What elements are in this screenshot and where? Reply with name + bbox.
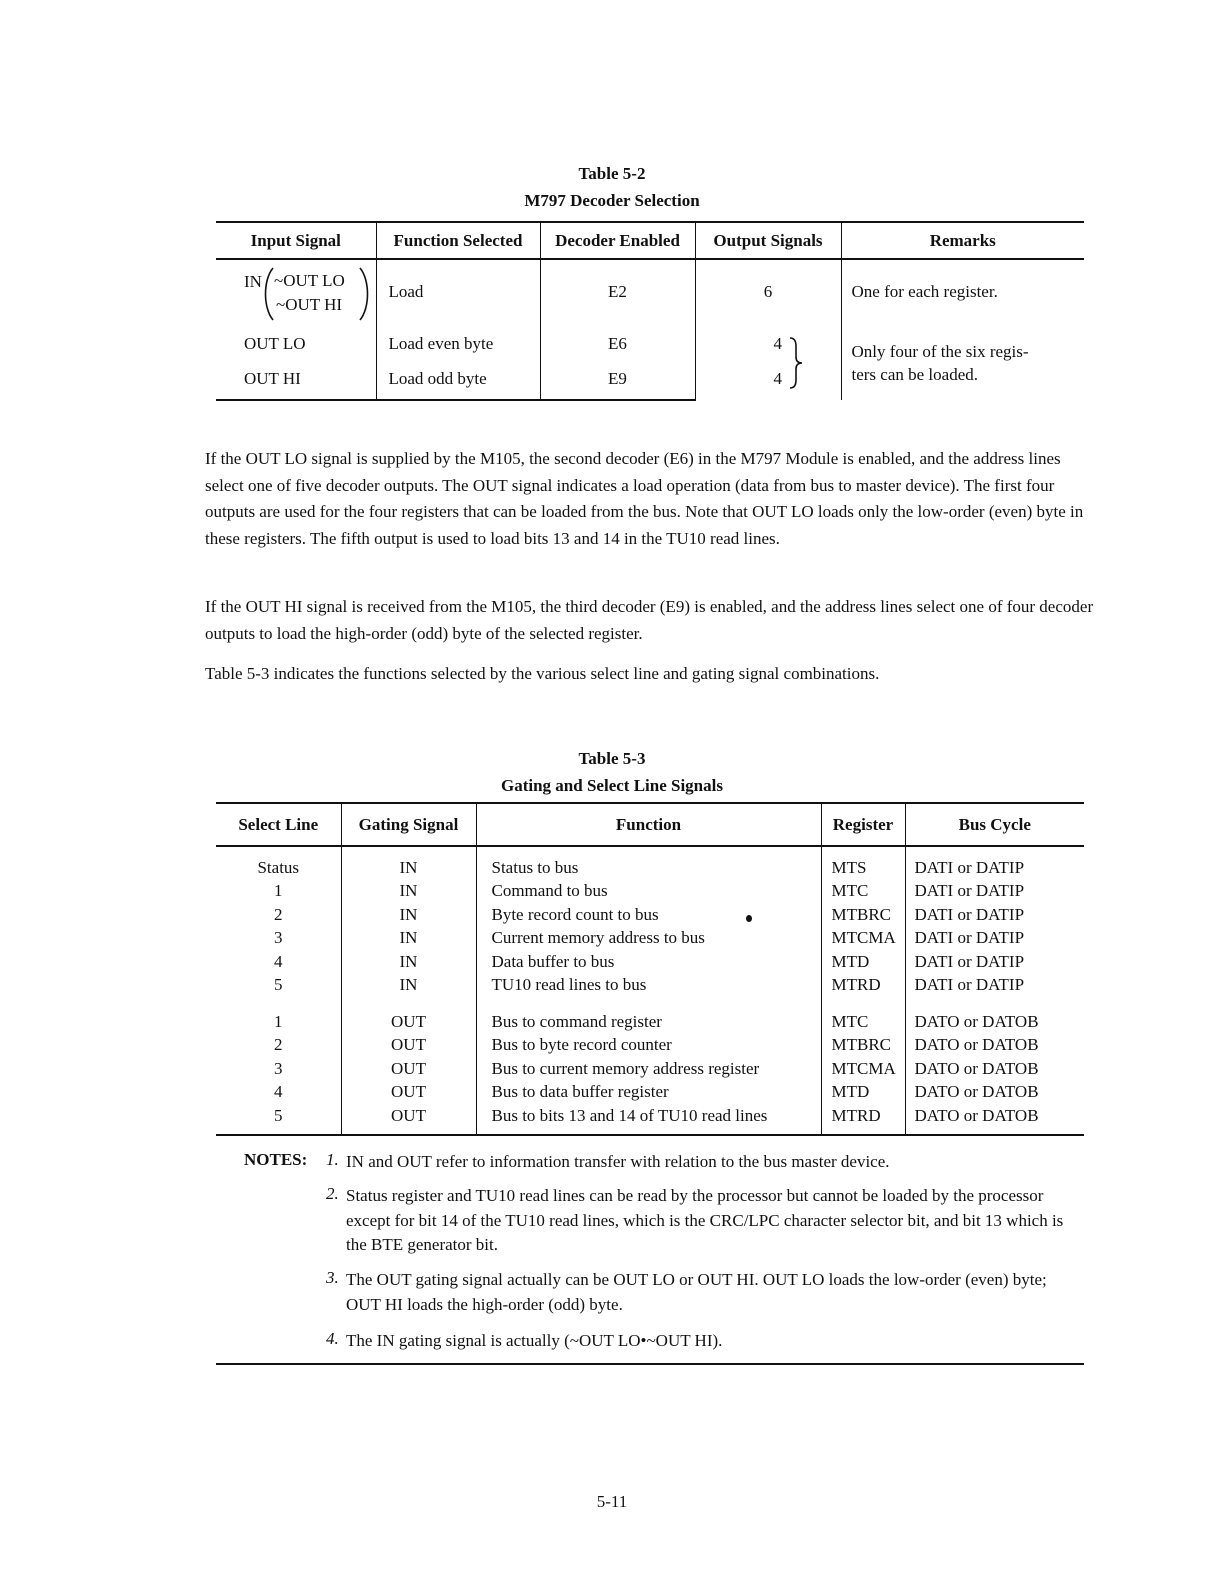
function-selected: Load bbox=[388, 282, 424, 301]
register: MTC bbox=[831, 881, 869, 900]
register: MTCMA bbox=[831, 928, 896, 947]
register: MTBRC bbox=[831, 1035, 892, 1054]
table-row bbox=[216, 973, 1084, 997]
table-cell bbox=[821, 997, 905, 1034]
right-paren-icon bbox=[359, 266, 371, 322]
select-line: 4 bbox=[274, 1082, 283, 1101]
column-header: Gating Signal bbox=[341, 803, 476, 846]
gating-signal: IN bbox=[399, 951, 418, 971]
table-cell bbox=[476, 1057, 821, 1081]
table-cell bbox=[841, 259, 1084, 326]
table-cell bbox=[905, 1104, 1084, 1135]
table-row bbox=[216, 846, 1084, 879]
table-5-2-title: Table 5-2 bbox=[578, 164, 646, 183]
table-cell bbox=[476, 950, 821, 974]
table-cell bbox=[905, 1033, 1084, 1057]
table-cell bbox=[695, 259, 841, 326]
note-number: 1. bbox=[326, 1150, 339, 1169]
table-cell bbox=[821, 1080, 905, 1104]
select-line: 1 bbox=[274, 881, 283, 900]
table-cell bbox=[341, 1057, 476, 1081]
bus-cycle: DATI or DATIP bbox=[914, 881, 1025, 900]
table-cell bbox=[821, 879, 905, 903]
input-signal-prefix: IN bbox=[244, 272, 262, 291]
table-cell bbox=[905, 997, 1084, 1034]
gating-signal: OUT bbox=[391, 1058, 426, 1078]
body-paragraph: If the OUT LO signal is supplied by the M105, the second decoder (E6) in the M797 Module is enabled, and the address lines select one of five decoder outputs. The OUT signal indicates a load operation (data from bus to master device). The first four outputs are used for the four registers that can be loaded from the bus. Note that OUT LO loads only the low-order (even) byte in these registers. The fifth output is used to load bits 13 and 14 in the TU10 read lines. bbox=[205, 449, 1084, 548]
column-header: Output Signals bbox=[695, 222, 841, 259]
note-number: 4. bbox=[326, 1329, 339, 1348]
bus-cycle: DATO or DATOB bbox=[914, 1035, 1039, 1054]
output-signals: 4 bbox=[773, 334, 782, 353]
table-cell bbox=[821, 846, 905, 879]
table-cell bbox=[216, 926, 341, 950]
register: MTRD bbox=[831, 1105, 881, 1125]
gating-signal: IN bbox=[399, 928, 418, 947]
select-line: 2 bbox=[274, 904, 283, 924]
function: Command to bus bbox=[491, 881, 608, 900]
table-cell bbox=[216, 1057, 341, 1081]
table-5-2-subtitle: M797 Decoder Selection bbox=[524, 191, 700, 210]
register: MTS bbox=[831, 858, 867, 877]
note-text: Status register and TU10 read lines can be read by the processor but cannot be loaded by the processor except for bit 14 of the TU10 read lines, which is the CRC/LPC character selector bit, and bit 13 which is the BTE generator bit. bbox=[346, 1186, 1064, 1254]
table-row bbox=[216, 1033, 1084, 1057]
table-cell bbox=[841, 326, 1084, 400]
bus-cycle: DATI or DATIP bbox=[914, 975, 1025, 994]
table-cell bbox=[905, 1057, 1084, 1081]
table-row bbox=[216, 1080, 1084, 1104]
output-signals: 4 bbox=[773, 369, 782, 388]
table-5-2-header-row bbox=[216, 222, 1084, 259]
select-line: 3 bbox=[274, 1058, 283, 1078]
input-signal: OUT LO bbox=[244, 334, 306, 353]
function: Data buffer to bus bbox=[491, 951, 615, 971]
table-cell bbox=[476, 879, 821, 903]
remarks: One for each register. bbox=[851, 282, 998, 301]
table-cell bbox=[376, 259, 540, 326]
stray-bullet-mark bbox=[746, 915, 752, 922]
decoder-enabled: E2 bbox=[608, 282, 627, 301]
table-cell bbox=[216, 950, 341, 974]
function: TU10 read lines to bus bbox=[491, 975, 647, 994]
gating-signal: IN bbox=[399, 904, 418, 924]
table-cell bbox=[476, 1104, 821, 1135]
table-cell bbox=[540, 326, 695, 361]
column-header: Register bbox=[821, 803, 905, 846]
gating-signal: IN bbox=[399, 858, 418, 877]
table-cell bbox=[216, 903, 341, 927]
function-selected: Load even byte bbox=[388, 334, 494, 353]
table-cell bbox=[476, 846, 821, 879]
function: Bus to current memory address register bbox=[491, 1058, 760, 1078]
table-cell bbox=[821, 926, 905, 950]
register: MTC bbox=[831, 1011, 869, 1031]
bus-cycle: DATO or DATOB bbox=[914, 1011, 1039, 1031]
table-cell bbox=[216, 1080, 341, 1104]
table-5-2 bbox=[216, 221, 1084, 401]
table-cell bbox=[216, 259, 376, 326]
table-cell bbox=[216, 361, 376, 400]
table-cell bbox=[821, 1104, 905, 1135]
table-cell bbox=[905, 926, 1084, 950]
table-cell bbox=[341, 926, 476, 950]
table-cell bbox=[341, 1033, 476, 1057]
bus-cycle: DATI or DATIP bbox=[914, 951, 1025, 971]
bus-cycle: DATI or DATIP bbox=[914, 928, 1025, 947]
table-cell bbox=[905, 950, 1084, 974]
column-header: Input Signal bbox=[216, 222, 376, 259]
table-row bbox=[216, 950, 1084, 974]
column-header: Decoder Enabled bbox=[540, 222, 695, 259]
gating-signal: IN bbox=[399, 975, 418, 994]
bus-cycle: DATO or DATOB bbox=[914, 1105, 1039, 1125]
register: MTD bbox=[831, 951, 870, 971]
table-5-3-header-row bbox=[216, 803, 1084, 846]
table-cell bbox=[216, 1033, 341, 1057]
grouped-remark-line: Only four of the six regis- bbox=[851, 342, 1029, 361]
table-cell bbox=[905, 846, 1084, 879]
table-cell bbox=[821, 1057, 905, 1081]
table-cell bbox=[540, 361, 695, 400]
table-cell bbox=[341, 997, 476, 1034]
note-text: The IN gating signal is actually (~OUT LO•~OUT HI). bbox=[346, 1331, 723, 1350]
notes-bottom-rule bbox=[216, 1363, 1084, 1365]
select-line: 4 bbox=[274, 951, 283, 971]
page-number: 5-11 bbox=[596, 1492, 628, 1511]
input-signal-term: ~OUT LO bbox=[274, 271, 345, 290]
bus-cycle: DATI or DATIP bbox=[914, 858, 1025, 877]
table-cell bbox=[905, 879, 1084, 903]
register: MTD bbox=[831, 1082, 870, 1101]
table-cell bbox=[905, 973, 1084, 997]
register: MTCMA bbox=[831, 1058, 896, 1078]
column-header: Bus Cycle bbox=[905, 803, 1084, 846]
table-cell bbox=[821, 903, 905, 927]
table-5-3-subtitle: Gating and Select Line Signals bbox=[501, 776, 723, 795]
table-cell bbox=[476, 903, 821, 927]
table-cell bbox=[216, 1104, 341, 1135]
function: Bus to command register bbox=[491, 1011, 662, 1031]
gating-signal: OUT bbox=[391, 1105, 426, 1125]
table-cell bbox=[376, 326, 540, 361]
table-cell bbox=[341, 846, 476, 879]
table-cell bbox=[905, 1080, 1084, 1104]
column-header: Function Selected bbox=[376, 222, 540, 259]
table-cell bbox=[540, 259, 695, 326]
note-text: IN and OUT refer to information transfer with relation to the bus master device. bbox=[346, 1152, 890, 1171]
table-5-3-body bbox=[216, 846, 1084, 1135]
table-cell bbox=[821, 1033, 905, 1057]
table-cell bbox=[341, 950, 476, 974]
gating-signal: IN bbox=[399, 881, 418, 900]
table-cell bbox=[216, 973, 341, 997]
table-cell bbox=[695, 326, 841, 400]
table-row bbox=[216, 997, 1084, 1034]
input-signal-term: ~OUT HI bbox=[276, 295, 343, 314]
input-signal: OUT HI bbox=[244, 369, 301, 388]
function: Bus to bits 13 and 14 of TU10 read lines bbox=[491, 1105, 768, 1125]
table-cell bbox=[216, 879, 341, 903]
column-header: Remarks bbox=[841, 222, 1084, 259]
table-cell bbox=[476, 973, 821, 997]
table-cell bbox=[821, 973, 905, 997]
body-paragraph: Table 5-3 indicates the functions selected by the various select line and gating signal combinations. bbox=[205, 664, 880, 683]
select-line: Status bbox=[257, 858, 300, 877]
table-5-3-title: Table 5-3 bbox=[578, 749, 646, 768]
table-cell bbox=[341, 1104, 476, 1135]
table-row bbox=[216, 1104, 1084, 1135]
decoder-enabled: E6 bbox=[608, 334, 627, 353]
table-5-3 bbox=[216, 802, 1084, 1136]
note-number: 2. bbox=[326, 1184, 339, 1203]
table-cell bbox=[476, 1033, 821, 1057]
note-text: The OUT gating signal actually can be OUT LO or OUT HI. OUT LO loads the low-order (even) byte; OUT HI loads the high-order (odd) byte. bbox=[346, 1270, 1047, 1314]
bus-cycle: DATI or DATIP bbox=[914, 904, 1025, 924]
column-header: Function bbox=[476, 803, 821, 846]
gating-signal: OUT bbox=[391, 1082, 426, 1101]
table-cell bbox=[821, 950, 905, 974]
table-cell bbox=[376, 361, 540, 400]
select-line: 1 bbox=[274, 1011, 283, 1031]
table-row bbox=[216, 1057, 1084, 1081]
table-cell bbox=[341, 879, 476, 903]
decoder-enabled: E9 bbox=[608, 369, 627, 388]
register: MTBRC bbox=[831, 904, 892, 924]
table-row bbox=[216, 903, 1084, 927]
select-line: 2 bbox=[274, 1035, 283, 1054]
output-signals: 6 bbox=[763, 282, 773, 301]
table-row bbox=[216, 259, 1084, 326]
function: Byte record count to bus bbox=[491, 904, 659, 924]
function-selected: Load odd byte bbox=[388, 369, 487, 388]
grouped-remark-line: ters can be loaded. bbox=[851, 365, 978, 384]
bus-cycle: DATO or DATOB bbox=[914, 1082, 1039, 1101]
function: Bus to byte record counter bbox=[491, 1035, 672, 1054]
table-cell bbox=[341, 903, 476, 927]
left-paren-icon bbox=[262, 266, 274, 322]
gating-signal: OUT bbox=[391, 1011, 426, 1031]
select-line: 5 bbox=[274, 1105, 283, 1125]
function: Current memory address to bus bbox=[491, 928, 705, 947]
gating-signal: OUT bbox=[391, 1035, 426, 1054]
table-cell bbox=[216, 997, 341, 1034]
select-line: 5 bbox=[274, 975, 283, 994]
note-number: 3. bbox=[326, 1268, 339, 1287]
table-row bbox=[216, 926, 1084, 950]
select-line: 3 bbox=[274, 928, 283, 947]
table-cell bbox=[216, 846, 341, 879]
table-row bbox=[216, 879, 1084, 903]
table-cell bbox=[905, 903, 1084, 927]
table-cell bbox=[341, 973, 476, 997]
body-paragraph: If the OUT HI signal is received from the M105, the third decoder (E9) is enabled, and the address lines select one of four decoder outputs to load the high-order (odd) byte of the selected register. bbox=[205, 597, 1094, 643]
table-cell bbox=[476, 1080, 821, 1104]
table-row bbox=[216, 326, 1084, 361]
function: Bus to data buffer register bbox=[491, 1082, 669, 1101]
table-cell bbox=[216, 326, 376, 361]
column-header: Select Line bbox=[216, 803, 341, 846]
right-brace-icon bbox=[788, 336, 804, 390]
table-cell bbox=[476, 926, 821, 950]
bus-cycle: DATO or DATOB bbox=[914, 1058, 1039, 1078]
function: Status to bus bbox=[491, 858, 579, 877]
register: MTRD bbox=[831, 975, 881, 994]
table-cell bbox=[341, 1080, 476, 1104]
table-cell bbox=[476, 997, 821, 1034]
notes-label: NOTES: bbox=[244, 1150, 308, 1169]
